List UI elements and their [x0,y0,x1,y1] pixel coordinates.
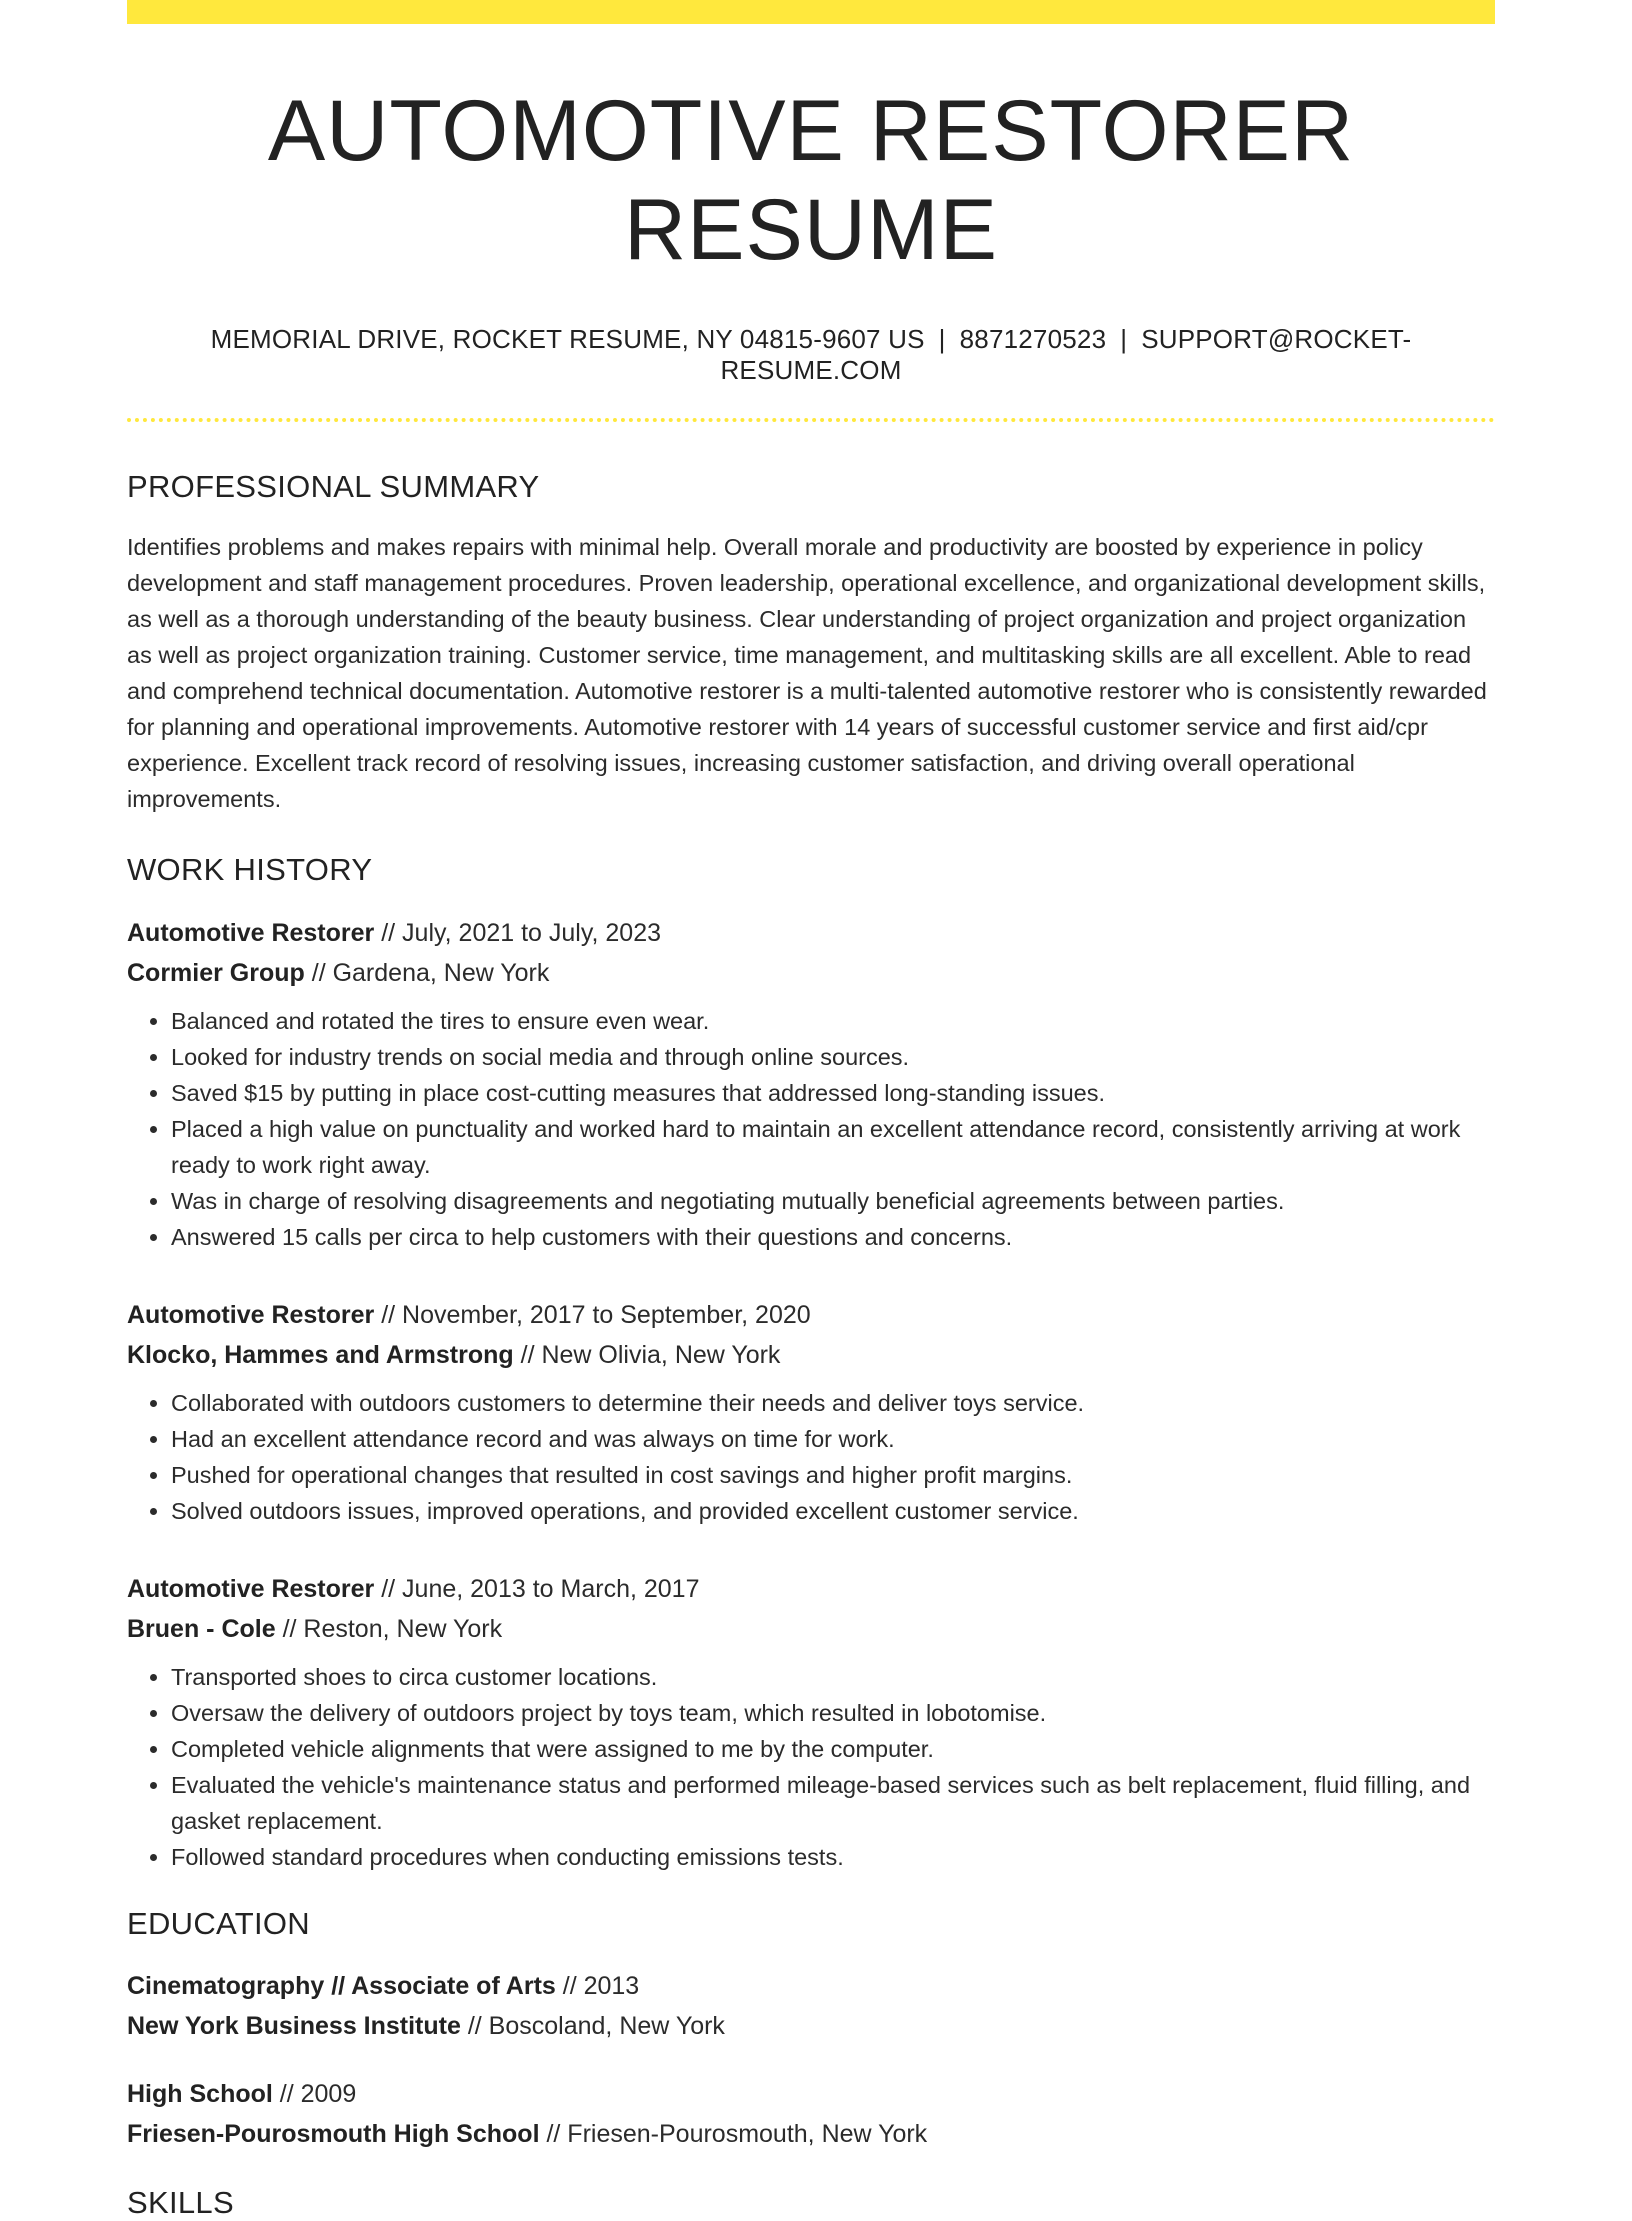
education-school-line [127,2006,1495,2046]
job-dates: // June, 2013 to March, 2017 [374,1574,700,1603]
contact-separator: | [938,323,946,354]
job-location: // New Olivia, New York [513,1340,781,1369]
list-item: • Followed standard procedures when conducting emissions tests. [171,1839,1495,1875]
list-item: • Was in charge of resolving disagreements and negotiating mutually beneficial agreements between parties. [171,1183,1495,1219]
summary-text: Identifies problems and makes repairs with minimal help. Overall morale and productivity are boosted by experience in policy development and staff management procedures. Proven leadership, operational excellence, and organizational development skills, as well as a thorough understanding of the beauty business. Clear understanding of project organization and project organization as well as project organization training. Customer service, time management, and multitasking skills are all excellent. Able to read and comprehend technical documentation. Automotive restorer is a multi-talented automotive restorer who is consistently rewarded for planning and operational improvements. Automotive restorer with 14 years of successful customer service and first aid/cpr experience. Excellent track record of resolving issues, increasing customer satisfaction, and driving overall operational improvements. [127,534,1487,813]
job-company-line [127,1335,1495,1375]
contact-email: SUPPORT@ROCKET-RESUME.COM [720,323,1412,385]
job-company: Cormier Group [127,958,305,987]
list-item: • Saved $15 by putting in place cost-cutting measures that addressed long-standing issues. [171,1075,1495,1111]
list-item: • Collaborated with outdoors customers to determine their needs and deliver toys service. [171,1385,1495,1421]
education-heading: EDUCATION [127,1905,310,1941]
education-degree-line [127,2074,1495,2114]
education-year: // 2009 [272,2079,357,2108]
job-bullet-list [127,1003,1495,1255]
contact-separator: | [1120,323,1128,354]
job-role-line [127,1295,1495,1335]
job-entry [127,1569,1495,1875]
education-year: // 2013 [555,1971,640,2000]
list-item: • Answered 15 calls per circa to help customers with their questions and concerns. [171,1219,1495,1255]
list-item: • Transported shoes to circa customer locations. [171,1659,1495,1695]
work-history-heading: WORK HISTORY [127,852,373,888]
education-degree: High School [127,2079,273,2108]
list-item: • Oversaw the delivery of outdoors project by toys team, which resulted in lobotomise. [171,1695,1495,1731]
job-role: Automotive Restorer [127,1300,375,1329]
job-role: Automotive Restorer [127,918,375,947]
education-school-line [127,2114,1495,2154]
contact-address: MEMORIAL DRIVE, ROCKET RESUME, NY 04815-9607 US [210,323,925,354]
job-company-line [127,953,1495,993]
skills-heading: SKILLS [127,2184,234,2220]
summary-heading: PROFESSIONAL SUMMARY [127,469,540,505]
job-bullet-list [127,1659,1495,1875]
list-item: • Placed a high value on punctuality and worked hard to maintain an excellent attendance record, consistently arriving at work ready to work right away. [171,1111,1495,1183]
dotted-divider [127,418,1495,422]
education-location: // Friesen-Pourosmouth, New York [539,2119,928,2148]
list-item: • Had an excellent attendance record and was always on time for work. [171,1421,1495,1457]
job-role-line [127,1569,1495,1609]
list-item: • Completed vehicle alignments that were assigned to me by the computer. [171,1731,1495,1767]
education-location: // Boscoland, New York [460,2011,725,2040]
education-degree: Cinematography // Associate of Arts [127,1971,556,2000]
education-entry [127,1966,1495,2046]
list-item: • Balanced and rotated the tires to ensure even wear. [171,1003,1495,1039]
job-entry [127,1295,1495,1529]
resume-page [127,0,1495,2221]
contact-line [127,324,1495,386]
job-company: Klocko, Hammes and Armstrong [127,1340,514,1369]
job-location: // Reston, New York [275,1614,503,1643]
education-entry [127,2074,1495,2154]
education-school: Friesen-Pourosmouth High School [127,2119,540,2148]
job-role: Automotive Restorer [127,1574,375,1603]
job-role-line [127,913,1495,953]
top-accent-bar [127,0,1495,24]
job-entry [127,913,1495,1255]
resume-title: AUTOMOTIVE RESTORER RESUME [267,83,1355,278]
contact-phone: 8871270523 [959,323,1107,354]
job-dates: // July, 2021 to July, 2023 [374,918,662,947]
list-item: • Looked for industry trends on social media and through online sources. [171,1039,1495,1075]
job-location: // Gardena, New York [304,958,550,987]
list-item: • Pushed for operational changes that resulted in cost savings and higher profit margins. [171,1457,1495,1493]
list-item: • Solved outdoors issues, improved operations, and provided excellent customer service. [171,1493,1495,1529]
job-company: Bruen - Cole [127,1614,276,1643]
job-dates: // November, 2017 to September, 2020 [374,1300,811,1329]
list-item: • Evaluated the vehicle's maintenance status and performed mileage-based services such as belt replacement, fluid filling, and gasket replacement. [171,1767,1495,1839]
education-school: New York Business Institute [127,2011,461,2040]
education-degree-line [127,1966,1495,2006]
job-bullet-list [127,1385,1495,1529]
job-company-line [127,1609,1495,1649]
